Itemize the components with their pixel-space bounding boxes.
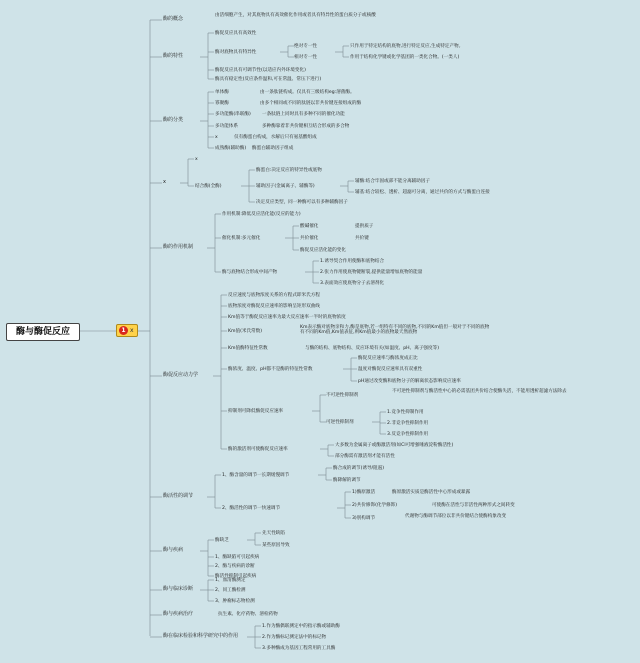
- kinetics-item: Km值酶特征性常数: [228, 346, 268, 351]
- mechanism-item: 催化机制:多元催化: [222, 236, 261, 241]
- intermediate-item: 1.诱导契合作用使酶和底物结合: [320, 259, 385, 264]
- reversible-type: 3.反竞争性抑制作用: [387, 432, 429, 437]
- section-mechanism[interactable]: 酶的作用机制: [163, 244, 194, 250]
- count-badge: 1: [119, 326, 128, 335]
- specificity-desc: 只作用于特定结构的底物,进行特定反应,生成特定产物。: [350, 44, 464, 49]
- holoenzyme: 结合酶(全酶): [195, 184, 222, 189]
- section-x[interactable]: x: [163, 179, 166, 185]
- class-desc: 多种酶靠着非共价键相互结合形成的多合物: [262, 124, 350, 129]
- kinetics-item: 抑制剂可降低酶促反应速率: [228, 409, 284, 414]
- diagnosis-item: 2、同工酶检测: [215, 588, 246, 593]
- reversible-type: 2.非竞争性抑制作用: [387, 421, 429, 426]
- intermediate-item: 3.表面效应使底物分子去溶剂化: [320, 281, 385, 286]
- env-item: 酶促反应速率与酶浓度成正比: [358, 356, 418, 361]
- treatment-item: 抗生素、化疗药物、溶栓药物: [218, 612, 278, 617]
- fast-regulation: 1)酶原激活: [352, 490, 376, 495]
- inhibitor-type: 不可逆性抑制剂: [326, 393, 359, 398]
- slow-regulation: 酶合成的调节(诱导/阻遏): [333, 466, 385, 471]
- section-diagnosis[interactable]: 酶与临床诊断: [163, 586, 194, 592]
- diagnosis-item: 1、血清酶测定: [215, 578, 246, 583]
- km-desc: Km表示酶对底物亲和力,酶是底物,若一组特有不同的底物,不同的Km值但一般对于不同的底物有不同的Km值,Km值表征,则Km值最小的底物最天然底物: [300, 325, 490, 335]
- root-topic[interactable]: 酶与酶促反应: [6, 323, 80, 341]
- fast-regulation: 3)别构调节: [352, 516, 376, 521]
- collapse-icon[interactable]: x: [130, 327, 134, 334]
- holo-part: 辅助因子(金属离子、辅酶等): [256, 184, 315, 189]
- mechanism-item: 作用机制:降低反应活化能(反应的能力): [222, 212, 301, 217]
- kinetics-item: Km值(米氏常数): [228, 329, 263, 334]
- property-item: 酶对底物具有特异性: [215, 50, 257, 55]
- fast-regulation: 2)共价修饰(化学修饰): [352, 503, 398, 508]
- km-desc-2: 与酶的结构、底物结构、反应环境有关(如温度、pH、离子强度等): [305, 346, 439, 351]
- kinetics-item: 底物浓度对酶促反应速率的影响呈矩形双曲线: [228, 304, 320, 309]
- specificity-type: 绝对专一性: [294, 44, 317, 49]
- class-desc: 由一条肽链构成。仅具有三级结构eg:溶菌酶。: [260, 90, 355, 95]
- kinetics-item: 酶浓度、温度、pH都不是酶的特征性常数: [228, 367, 313, 372]
- kinetics-item: 反应速度与底物浓度关系的方程式即米氏方程: [228, 293, 320, 298]
- class-item: 成熟酶(辅助酶): [215, 146, 247, 151]
- section-classification[interactable]: 酶的分类: [163, 117, 184, 123]
- concept-text: 由活细胞产生，对其底物具有高效催化作用或者具有特异性的蛋白质分子或核酸: [215, 13, 376, 18]
- disease-item: 酶缺乏: [215, 538, 229, 543]
- mechanism-item: 酶与底物结合形成中间产物: [222, 270, 278, 275]
- multi-desc: 共价键: [355, 236, 369, 241]
- holo-part: 决定反应类型，同一种酶可以有多种辅酶因子: [256, 200, 348, 205]
- cofactor-type: 辅基:结合较松、透析、超滤可分离，通过共价的方式与酶蛋白连接: [355, 190, 490, 195]
- property-item: 酶具有稳定性(反应条件温和,可在常温、常压下进行): [215, 77, 322, 82]
- multi-catalysis: 酶促反应活化能的变化: [300, 248, 346, 253]
- cofactor-type: 辅酶:结合牢固或部不能分离辅助因子: [355, 179, 431, 184]
- intermediate-item: 2.张力作用使底物键断裂,提供能量增加底物的能量: [320, 270, 423, 275]
- x-sub: x: [195, 157, 198, 162]
- section-regulation[interactable]: 酶活性的调节: [163, 493, 194, 499]
- topic-badge[interactable]: [116, 324, 138, 337]
- kinetics-item: Km值等于酶促反应速率为最大反应速率一半时的底物浓度: [228, 315, 346, 320]
- specificity-type: 相对专一性: [294, 55, 317, 60]
- disease-item: 2、酶与疾病的诊断: [215, 564, 255, 569]
- disease-item: 1、酶缺陷可引起疾病: [215, 555, 260, 560]
- env-item: pH通过改变酶和底物分子的解离状态影响反应速率: [358, 379, 461, 384]
- regulation-item: 1、酶含量的调节一长期缓慢调节: [222, 473, 290, 478]
- deficiency-cause: 某些原因导致: [262, 543, 290, 548]
- multi-desc: 提供质子: [355, 224, 374, 229]
- section-lab-research[interactable]: 酶在临床检验和科学研究中的作用: [163, 633, 239, 639]
- inhibitor-desc: 不可逆性抑制剂与酶活性中心的必需基团共价结合使酶失活，不能用透析超滤方法除去: [392, 389, 567, 394]
- research-item: 1.作为酶偶联测定中的指示酶或辅助酶: [262, 624, 340, 629]
- kinetics-item: 酶的激活剂可使酶促反应速率: [228, 447, 288, 452]
- section-treatment[interactable]: 酶与疾病治疗: [163, 611, 194, 617]
- reversible-type: 1.竞争性抑制作用: [387, 410, 424, 415]
- activator-item: 部分酶需有激活剂才能有活性: [335, 454, 395, 459]
- class-desc: 由多个相同或不同的肽链以非共价键连接组成的酶: [260, 101, 362, 106]
- holo-part: 酶蛋白:决定反应的特异性或底物: [256, 168, 322, 173]
- activator-item: 大多数为金属离子或酶激活剂(如Cl可增强唾液淀粉酶活性): [335, 443, 454, 448]
- class-desc: 酶蛋白辅助因子组成: [252, 146, 294, 151]
- property-item: 酶促反应具有可调节性(以适应内外环境变化): [215, 68, 306, 73]
- section-properties[interactable]: 酶的特性: [163, 53, 184, 59]
- class-item: 多功能体系: [215, 124, 238, 129]
- env-item: 温度对酶促反应速率具有双重性: [358, 367, 423, 372]
- class-item: 单体酶: [215, 90, 229, 95]
- fast-desc: 可使酶在活性与非活性两种形式之间转变: [432, 503, 515, 508]
- class-desc: 仅有酶蛋白构成，水解后只有氨基酸组成: [234, 135, 317, 140]
- inhibitor-type: 可逆性抑制剂: [326, 420, 354, 425]
- slow-regulation: 酶降解的调节: [333, 478, 361, 483]
- research-item: 2.作为酶标记测定法中的标记物: [262, 635, 327, 640]
- section-concept[interactable]: 酶的概念: [163, 16, 184, 22]
- class-item: 寡聚酶: [215, 101, 229, 106]
- class-item: x: [215, 135, 218, 140]
- section-disease[interactable]: 酶与疾病: [163, 547, 184, 553]
- diagnosis-item: 3、肿瘤标志物检测: [215, 599, 255, 604]
- multi-catalysis: 酸碱催化: [300, 224, 319, 229]
- disease-item: 酶活性抑制引起疾病: [215, 574, 257, 579]
- deficiency-cause: 先天性缺陷: [262, 531, 285, 536]
- class-item: 多功能酶(串联酶): [215, 112, 251, 117]
- specificity-desc: 作用于结构化学键或化学基团的一类化合物。(一类人): [350, 55, 460, 60]
- multi-catalysis: 共价催化: [300, 236, 319, 241]
- section-kinetics[interactable]: 酶促反应动力学: [163, 372, 199, 378]
- class-desc: 一条肽链上同时具有多种不同的催化功能: [262, 112, 345, 117]
- fast-desc: 代谢物与酶调节部位以非共价键结合使酶构象改变: [405, 514, 507, 519]
- fast-desc: 酶原激活实质是酶活性中心形成或暴露: [392, 490, 471, 495]
- research-item: 3.多种酶成为基因工程常用的工具酶: [262, 646, 336, 651]
- regulation-item: 2、酶活性的调节一快速调节: [222, 506, 281, 511]
- property-item: 酶促反应具有高效性: [215, 31, 257, 36]
